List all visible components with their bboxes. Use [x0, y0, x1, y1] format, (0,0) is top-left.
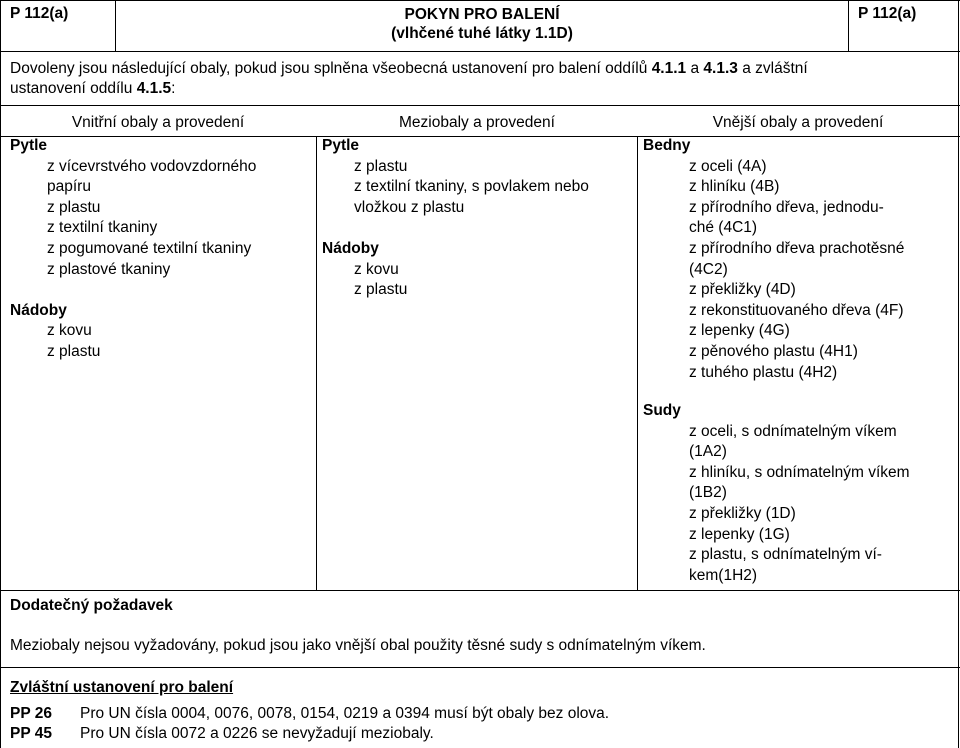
additional-divider	[0, 667, 960, 668]
outer-boxes-item: ché (4C1)	[689, 219, 758, 237]
header-title-line1: POKYN PRO BALENÍ	[404, 6, 560, 23]
inner-bags-item: z plastu	[47, 198, 101, 216]
header-divider	[0, 51, 960, 52]
outer-boxes-list	[643, 136, 904, 383]
intro-line1	[10, 59, 808, 79]
intro-ref-4-1-1[interactable]: 4.1.1	[651, 60, 687, 77]
header-right-code: P 112(a)	[858, 5, 917, 22]
outer-boxes-item: z lepenky (4G)	[689, 322, 790, 340]
inner-bags-item: z pogumované textilní tkaniny	[47, 239, 252, 257]
intro-line2-text: ustanovení oddílu	[10, 80, 137, 97]
provision-code: PP 26	[10, 705, 52, 722]
inner-bags-item: z plastové tkaniny	[47, 260, 171, 278]
spacer	[322, 218, 589, 239]
outer-drums-item: (1A2)	[689, 443, 727, 461]
intro-ref-4-1-3[interactable]: 4.1.3	[703, 60, 738, 77]
header-left-code: P 112(a)	[10, 5, 69, 22]
intermediate-bags-item: vložkou z plastu	[354, 198, 465, 216]
inner-receptacles-label: Nádoby	[10, 301, 67, 319]
inner-receptacles-item: z plastu	[47, 342, 101, 360]
intro-line1-text: Dovoleny jsou následující obaly, pokud jsou splněna všeobecná ustanovení pro balení oddílů	[10, 60, 652, 77]
outer-drums-item: z hliníku, s odnímatelným víkem	[689, 463, 910, 481]
col-divider-1	[316, 136, 317, 590]
border-top	[0, 0, 960, 1]
outer-boxes-item: z přírodního dřeva, jednodu-	[689, 198, 884, 216]
intro-ref-4-1-5[interactable]: 4.1.5	[136, 80, 172, 97]
provision-text: Pro UN čísla 0072 a 0226 se nevyžadují meziobaly.	[80, 725, 434, 742]
header-vdivider-right	[848, 0, 849, 52]
inner-list	[10, 136, 256, 363]
outer-boxes-item: z překližky (4D)	[689, 281, 796, 299]
additional-text: Meziobaly nejsou vyžadovány, pokud jsou jako vnější obal použity těsné sudy s odnímatelným víkem.	[10, 637, 706, 654]
inner-bags-label: Pytle	[10, 137, 48, 154]
inner-bags-item: z vícevrstvého vodovzdorného	[47, 157, 257, 175]
intro-line2	[10, 79, 808, 99]
intro-line1-tail: a zvláštní	[737, 60, 808, 77]
intermediate-bags-label: Pytle	[322, 137, 360, 154]
outer-drums-item: z plastu, s odnímatelným ví-	[689, 546, 882, 564]
intermediate-bags-item: z textilní tkaniny, s povlakem nebo	[354, 178, 589, 196]
intermediate-receptacles-label: Nádoby	[322, 239, 379, 257]
provision-code: PP 45	[10, 725, 52, 742]
outer-boxes-item: (4C2)	[689, 260, 728, 278]
outer-drums-item: z překližky (1D)	[689, 504, 796, 522]
intermediate-receptacles-item: z kovu	[354, 260, 399, 278]
spacer	[10, 280, 256, 301]
outer-boxes-item: z oceli (4A)	[689, 157, 767, 175]
outer-boxes-item: z rekonstituovaného dřeva (4F)	[689, 301, 904, 319]
outer-boxes-item: z tuhého plastu (4H2)	[689, 363, 838, 381]
inner-receptacles-item: z kovu	[47, 322, 92, 340]
outer-drums-item: (1B2)	[689, 484, 727, 502]
table-bottom-divider	[0, 590, 960, 591]
outer-drums-list	[643, 401, 910, 586]
outer-boxes-label: Bedny	[643, 137, 691, 154]
intro-line2-tail: :	[171, 80, 176, 97]
inner-bags-item: papíru	[47, 178, 91, 196]
inner-bags-item: z textilní tkaniny	[47, 219, 158, 237]
special-provision-row	[10, 705, 609, 723]
header-title-line2: (vlhčené tuhé látky 1.1D)	[391, 25, 573, 42]
intermediate-heading: Meziobaly a provedení	[399, 114, 555, 131]
intermediate-list	[322, 136, 589, 301]
additional-heading: Dodatečný požadavek	[10, 597, 173, 614]
special-provision-row	[10, 725, 434, 743]
header-title	[116, 5, 848, 43]
intermediate-receptacles-item: z plastu	[354, 281, 408, 299]
border-left	[0, 0, 1, 748]
intro-text	[10, 59, 808, 99]
intro-divider	[0, 105, 960, 106]
intro-line1-conj: a	[686, 60, 704, 77]
outer-heading: Vnější obaly a provedení	[712, 114, 884, 131]
outer-drums-item: z oceli, s odnímatelným víkem	[689, 422, 897, 440]
col-divider-2	[637, 136, 638, 590]
outer-boxes-item: z pěnového plastu (4H1)	[689, 342, 858, 360]
border-right	[958, 0, 959, 748]
special-heading: Zvláštní ustanovení pro balení	[10, 679, 234, 696]
outer-drums-item: z lepenky (1G)	[689, 525, 790, 543]
outer-drums-label: Sudy	[643, 402, 681, 419]
provision-text: Pro UN čísla 0004, 0076, 0078, 0154, 0219 a 0394 musí být obaly bez olova.	[80, 705, 610, 722]
outer-drums-item: kem(1H2)	[689, 566, 758, 584]
outer-boxes-item: z hliníku (4B)	[689, 178, 780, 196]
outer-boxes-item: z přírodního dřeva prachotěsné	[689, 239, 905, 257]
intermediate-bags-item: z plastu	[354, 157, 408, 175]
inner-heading: Vnitřní obaly a provedení	[71, 114, 245, 131]
